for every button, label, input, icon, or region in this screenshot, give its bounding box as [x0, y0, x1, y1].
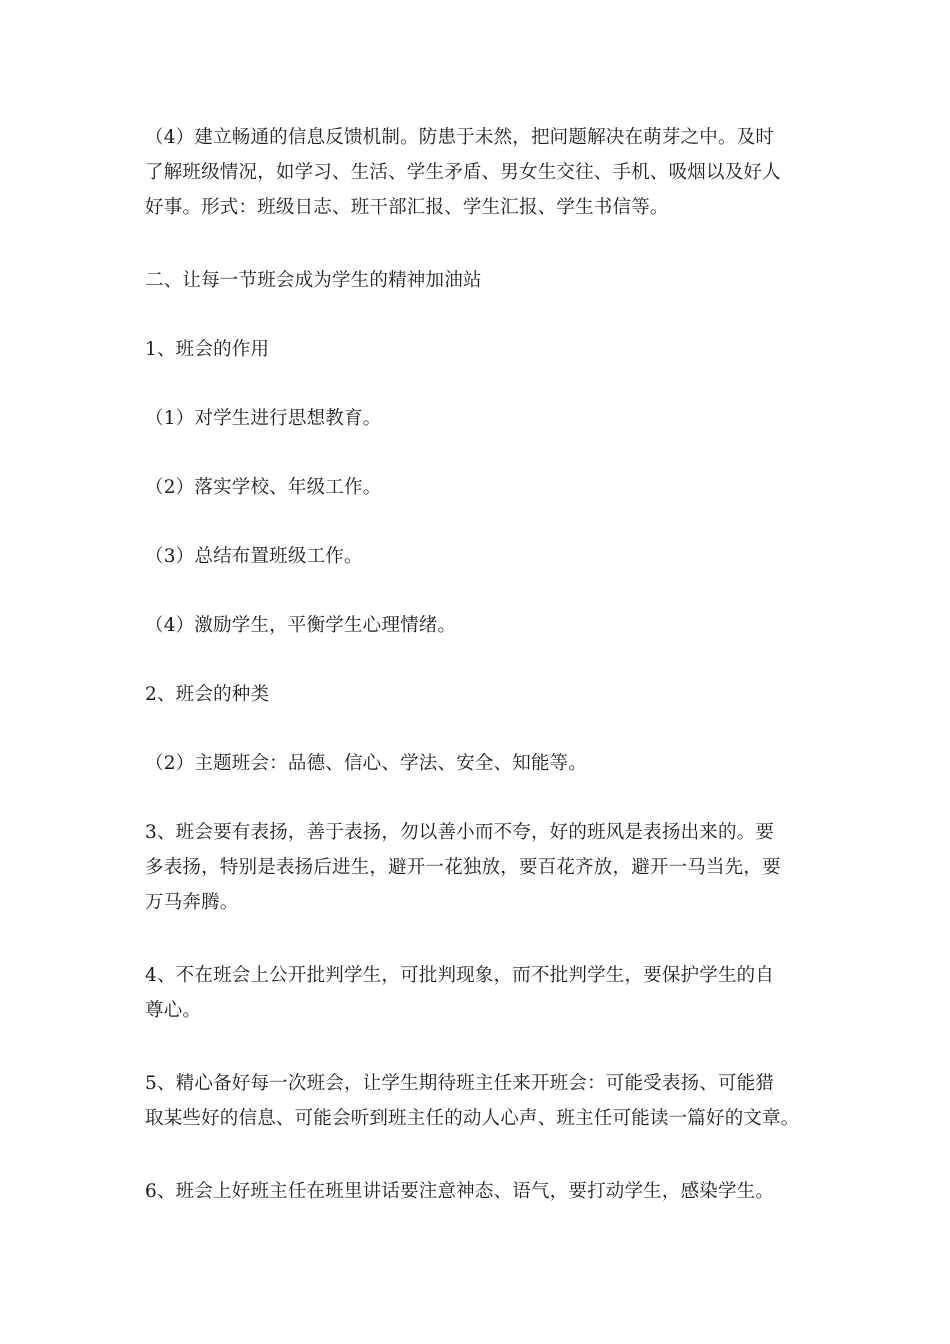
- paragraph-feedback-mechanism: [145, 120, 815, 225]
- list-item-role-1: [145, 401, 815, 436]
- list-item-role-4: [145, 608, 815, 643]
- text-line: 3、班会要有表扬，善于表扬，勿以善小而不夸，好的班风是表扬出来的。要: [145, 822, 775, 843]
- paragraph-speaking-manner: [145, 1174, 815, 1209]
- text-line: 尊心。: [145, 1000, 202, 1021]
- text-line: （2）落实学校、年级工作。: [145, 477, 382, 498]
- text-line: 1、班会的作用: [145, 339, 270, 360]
- section-heading-2: [145, 263, 815, 298]
- text-line: （4）激励学生，平衡学生心理情绪。: [145, 615, 457, 636]
- paragraph-no-public-criticism: [145, 958, 815, 1028]
- text-line: 2、班会的种类: [145, 684, 270, 705]
- paragraph-praise: [145, 815, 815, 920]
- text-line: 二、让每一节班会成为学生的精神加油站: [145, 270, 482, 291]
- text-line: 4、不在班会上公开批判学生，可批判现象，而不批判学生，要保护学生的自: [145, 965, 775, 986]
- text-line: 万马奔腾。: [145, 892, 239, 913]
- text-line: （1）对学生进行思想教育。: [145, 408, 382, 429]
- text-line: 取某些好的信息、可能会听到班主任的动人心声、班主任可能读一篇好的文章。: [145, 1108, 800, 1129]
- list-item-role-2: [145, 470, 815, 505]
- text-line: （3）总结布置班级工作。: [145, 546, 363, 567]
- subheading-class-meeting-role: [145, 332, 815, 367]
- text-line: 了解班级情况，如学习、生活、学生矛盾、男女生交往、手机、吸烟以及好人: [145, 162, 781, 183]
- text-line: 好事。形式：班级日志、班干部汇报、学生汇报、学生书信等。: [145, 197, 669, 218]
- list-item-type-2: [145, 746, 815, 781]
- text-line: 多表扬，特别是表扬后进生，避开一花独放，要百花齐放，避开一马当先，要: [145, 857, 781, 878]
- paragraph-prepare-meetings: [145, 1066, 815, 1136]
- text-line: （2）主题班会：品德、信心、学法、安全、知能等。: [145, 753, 588, 774]
- text-line: 5、精心备好每一次班会，让学生期待班主任来开班会：可能受表扬、可能猎: [145, 1073, 775, 1094]
- subheading-class-meeting-types: [145, 677, 815, 712]
- text-line: （4）建立畅通的信息反馈机制。防患于未然，把问题解决在萌芽之中。及时: [145, 127, 775, 148]
- list-item-role-3: [145, 539, 815, 574]
- text-line: 6、班会上好班主任在班里讲话要注意神态、语气，要打动学生，感染学生。: [145, 1181, 775, 1202]
